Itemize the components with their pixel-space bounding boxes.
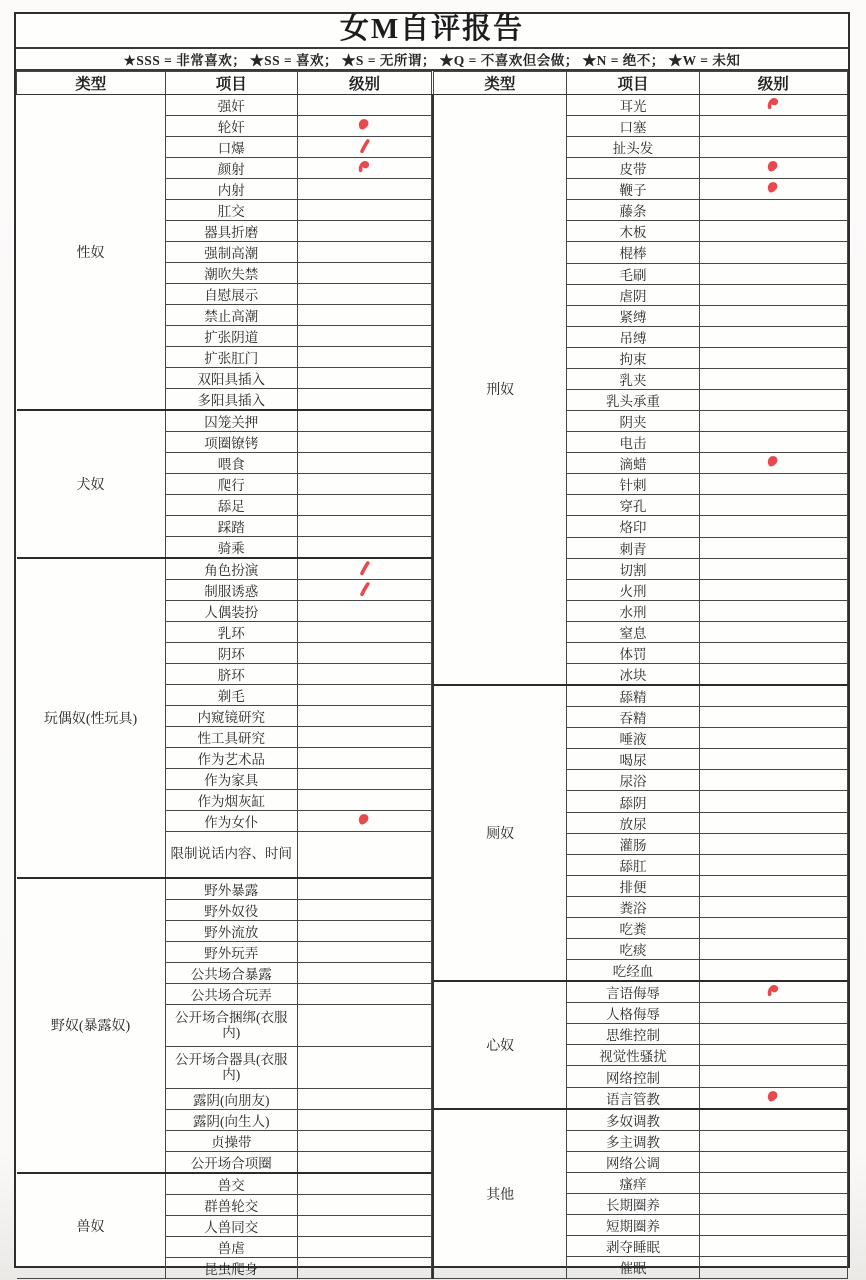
level-cell bbox=[699, 1215, 847, 1236]
level-cell bbox=[699, 728, 847, 749]
level-cell bbox=[297, 663, 431, 684]
item-cell: 踩踏 bbox=[165, 515, 297, 536]
item-cell: 作为烟灰缸 bbox=[165, 789, 297, 810]
level-cell bbox=[699, 411, 847, 432]
level-cell bbox=[297, 899, 431, 920]
category-cell: 野奴(暴露奴) bbox=[17, 878, 166, 1173]
level-cell bbox=[699, 960, 847, 982]
item-cell: 限制说话内容、时间 bbox=[165, 831, 297, 877]
item-cell: 多阳具插入 bbox=[165, 388, 297, 410]
level-cell bbox=[297, 346, 431, 367]
item-cell: 体罚 bbox=[567, 642, 699, 663]
item-cell: 舔精 bbox=[567, 685, 699, 707]
level-cell bbox=[699, 221, 847, 242]
header-row bbox=[17, 71, 432, 94]
item-cell: 骑乘 bbox=[165, 536, 297, 558]
col-header-item: 项目 bbox=[567, 71, 699, 94]
item-cell: 野外暴露 bbox=[165, 878, 297, 900]
level-cell bbox=[297, 983, 431, 1004]
red-scribble-mark bbox=[762, 179, 785, 200]
item-cell: 针刺 bbox=[567, 474, 699, 495]
item-cell: 昆虫爬身 bbox=[165, 1257, 297, 1278]
item-cell: 作为女仆 bbox=[165, 810, 297, 831]
level-cell bbox=[699, 1045, 847, 1066]
level-cell bbox=[699, 495, 847, 516]
item-cell: 舔足 bbox=[165, 494, 297, 515]
item-cell: 粪浴 bbox=[567, 896, 699, 917]
item-cell: 紧缚 bbox=[567, 305, 699, 326]
level-cell bbox=[297, 600, 431, 621]
level-cell bbox=[699, 1130, 847, 1151]
item-cell: 强奸 bbox=[165, 94, 297, 115]
item-cell: 吃粪 bbox=[567, 917, 699, 938]
item-cell: 颜射 bbox=[165, 157, 297, 178]
level-cell bbox=[297, 810, 431, 831]
level-cell bbox=[699, 812, 847, 833]
item-cell: 多奴调教 bbox=[567, 1109, 699, 1131]
item-cell: 刺青 bbox=[567, 537, 699, 558]
level-cell bbox=[297, 579, 431, 600]
level-cell bbox=[699, 917, 847, 938]
item-cell: 露阴(向朋友) bbox=[165, 1088, 297, 1109]
red-scribble-mark bbox=[762, 981, 784, 1002]
red-scribble-mark bbox=[353, 157, 375, 177]
level-cell bbox=[699, 749, 847, 770]
col-header-type: 类型 bbox=[17, 71, 166, 94]
item-cell: 烙印 bbox=[567, 516, 699, 537]
red-scribble-mark bbox=[353, 810, 376, 831]
level-cell bbox=[297, 920, 431, 941]
col-header-level: 级别 bbox=[297, 71, 431, 94]
item-cell: 口塞 bbox=[567, 115, 699, 136]
item-cell: 自慰展示 bbox=[165, 283, 297, 304]
red-scribble-mark bbox=[353, 115, 376, 136]
level-cell bbox=[297, 726, 431, 747]
level-cell bbox=[297, 747, 431, 768]
level-cell bbox=[699, 791, 847, 812]
item-cell: 人兽同交 bbox=[165, 1215, 297, 1236]
item-cell: 野外奴役 bbox=[165, 899, 297, 920]
item-cell: 拘束 bbox=[567, 347, 699, 368]
level-cell bbox=[699, 1109, 847, 1131]
category-cell: 其他 bbox=[433, 1109, 567, 1278]
item-cell: 器具折磨 bbox=[165, 220, 297, 241]
item-cell: 网络控制 bbox=[567, 1066, 699, 1087]
level-cell bbox=[699, 1087, 847, 1109]
level-cell bbox=[297, 621, 431, 642]
level-cell bbox=[297, 1109, 431, 1130]
level-cell bbox=[699, 1003, 847, 1024]
level-cell bbox=[297, 831, 431, 877]
item-cell: 藤条 bbox=[567, 200, 699, 221]
col-header-level: 级别 bbox=[699, 71, 847, 94]
table-row bbox=[433, 981, 848, 1003]
item-cell: 性工具研究 bbox=[165, 726, 297, 747]
level-cell bbox=[699, 833, 847, 854]
category-cell: 厕奴 bbox=[433, 685, 567, 981]
item-cell: 内窥镜研究 bbox=[165, 705, 297, 726]
level-cell bbox=[297, 178, 431, 199]
col-header-type: 类型 bbox=[433, 71, 567, 94]
item-cell: 灌肠 bbox=[567, 833, 699, 854]
item-cell: 放尿 bbox=[567, 812, 699, 833]
item-cell: 公共场合玩弄 bbox=[165, 983, 297, 1004]
level-cell bbox=[297, 768, 431, 789]
category-cell: 心奴 bbox=[433, 981, 567, 1108]
item-cell: 制服诱惑 bbox=[165, 579, 297, 600]
item-cell: 公开场合器具(衣服内) bbox=[165, 1046, 297, 1088]
item-cell: 轮奸 bbox=[165, 115, 297, 136]
table-row bbox=[433, 1109, 848, 1131]
item-cell: 鞭子 bbox=[567, 179, 699, 200]
level-cell bbox=[297, 473, 431, 494]
table-row bbox=[17, 558, 432, 580]
header-row bbox=[433, 71, 848, 94]
item-cell: 阴环 bbox=[165, 642, 297, 663]
level-cell bbox=[297, 558, 431, 580]
item-cell: 唾液 bbox=[567, 728, 699, 749]
item-cell: 人格侮辱 bbox=[567, 1003, 699, 1024]
red-scribble-mark bbox=[354, 558, 374, 578]
item-cell: 冰块 bbox=[567, 664, 699, 686]
level-cell bbox=[297, 705, 431, 726]
level-cell bbox=[699, 200, 847, 221]
table-row bbox=[17, 410, 432, 432]
level-cell bbox=[699, 1024, 847, 1045]
item-cell: 兽交 bbox=[165, 1173, 297, 1195]
item-cell: 露阴(向生人) bbox=[165, 1109, 297, 1130]
item-cell: 尿浴 bbox=[567, 770, 699, 791]
level-cell bbox=[699, 179, 847, 200]
item-cell: 作为家具 bbox=[165, 768, 297, 789]
item-cell: 强制高潮 bbox=[165, 241, 297, 262]
item-cell: 排便 bbox=[567, 875, 699, 896]
item-cell: 扯头发 bbox=[567, 137, 699, 158]
category-cell: 犬奴 bbox=[17, 410, 166, 558]
level-cell bbox=[699, 1151, 847, 1172]
item-cell: 双阳具插入 bbox=[165, 367, 297, 388]
level-cell bbox=[699, 326, 847, 347]
item-cell: 囚笼关押 bbox=[165, 410, 297, 432]
level-cell bbox=[297, 1236, 431, 1257]
item-cell: 吞精 bbox=[567, 707, 699, 728]
item-cell: 角色扮演 bbox=[165, 558, 297, 580]
level-cell bbox=[297, 642, 431, 663]
level-cell bbox=[699, 284, 847, 305]
item-cell: 瘙痒 bbox=[567, 1172, 699, 1193]
table-row bbox=[433, 685, 848, 707]
level-cell bbox=[699, 474, 847, 495]
item-cell: 野外流放 bbox=[165, 920, 297, 941]
red-scribble-mark bbox=[762, 94, 784, 114]
item-cell: 催眠 bbox=[567, 1257, 699, 1278]
level-cell bbox=[297, 262, 431, 283]
level-cell bbox=[297, 1151, 431, 1173]
level-cell bbox=[297, 1173, 431, 1195]
level-cell bbox=[699, 896, 847, 917]
level-cell bbox=[297, 367, 431, 388]
level-cell bbox=[297, 115, 431, 136]
level-cell bbox=[699, 875, 847, 896]
item-cell: 吊缚 bbox=[567, 326, 699, 347]
item-cell: 吃经血 bbox=[567, 960, 699, 982]
level-cell bbox=[699, 432, 847, 453]
red-scribble-mark bbox=[354, 136, 374, 155]
level-cell bbox=[297, 962, 431, 983]
level-cell bbox=[699, 263, 847, 284]
item-cell: 乳夹 bbox=[567, 368, 699, 389]
item-cell: 喝尿 bbox=[567, 749, 699, 770]
item-cell: 喂食 bbox=[165, 452, 297, 473]
item-cell: 耳光 bbox=[567, 94, 699, 115]
level-cell bbox=[699, 621, 847, 642]
level-cell bbox=[297, 878, 431, 900]
level-cell bbox=[297, 1194, 431, 1215]
item-cell: 脐环 bbox=[165, 663, 297, 684]
item-cell: 滴蜡 bbox=[567, 453, 699, 474]
level-cell bbox=[297, 684, 431, 705]
item-cell: 贞操带 bbox=[165, 1130, 297, 1151]
level-cell bbox=[699, 389, 847, 410]
level-cell bbox=[699, 368, 847, 389]
category-table-left bbox=[16, 71, 432, 1279]
level-cell bbox=[699, 1236, 847, 1257]
item-cell: 扩张阴道 bbox=[165, 325, 297, 346]
level-cell bbox=[699, 685, 847, 707]
level-cell bbox=[297, 410, 431, 432]
red-scribble-mark bbox=[762, 1087, 785, 1108]
item-cell: 内射 bbox=[165, 178, 297, 199]
level-cell bbox=[297, 1046, 431, 1088]
level-cell bbox=[297, 157, 431, 178]
item-cell: 网络公调 bbox=[567, 1151, 699, 1172]
item-cell: 公开场合捆绑(衣服内) bbox=[165, 1004, 297, 1046]
item-cell: 公共场合暴露 bbox=[165, 962, 297, 983]
table-row bbox=[433, 94, 848, 115]
level-cell bbox=[699, 94, 847, 115]
item-cell: 短期圈养 bbox=[567, 1215, 699, 1236]
table-row bbox=[17, 1173, 432, 1195]
level-cell bbox=[699, 516, 847, 537]
level-cell bbox=[699, 664, 847, 686]
level-cell bbox=[297, 789, 431, 810]
level-cell bbox=[297, 304, 431, 325]
level-cell bbox=[297, 536, 431, 558]
item-cell: 穿孔 bbox=[567, 495, 699, 516]
level-cell bbox=[699, 939, 847, 960]
item-cell: 视觉性骚扰 bbox=[567, 1045, 699, 1066]
item-cell: 水刑 bbox=[567, 600, 699, 621]
item-cell: 火刑 bbox=[567, 579, 699, 600]
item-cell: 切割 bbox=[567, 558, 699, 579]
level-cell bbox=[699, 1066, 847, 1087]
item-cell: 人偶装扮 bbox=[165, 600, 297, 621]
level-cell bbox=[699, 981, 847, 1003]
level-cell bbox=[297, 94, 431, 115]
category-cell: 刑奴 bbox=[433, 94, 567, 685]
level-cell bbox=[699, 115, 847, 136]
category-cell: 性奴 bbox=[17, 94, 166, 410]
level-cell bbox=[699, 137, 847, 158]
level-cell bbox=[297, 452, 431, 473]
tables-row bbox=[16, 71, 848, 1279]
level-cell bbox=[297, 220, 431, 241]
red-scribble-mark bbox=[762, 158, 785, 179]
level-cell bbox=[297, 431, 431, 452]
item-cell: 作为艺术品 bbox=[165, 747, 297, 768]
level-cell bbox=[297, 1004, 431, 1046]
level-cell bbox=[699, 642, 847, 663]
item-cell: 阴夹 bbox=[567, 411, 699, 432]
item-cell: 项圈镣铐 bbox=[165, 431, 297, 452]
level-cell bbox=[297, 199, 431, 220]
table-row bbox=[17, 94, 432, 115]
table-row bbox=[17, 878, 432, 900]
item-cell: 皮带 bbox=[567, 158, 699, 179]
level-cell bbox=[699, 158, 847, 179]
level-cell bbox=[699, 1172, 847, 1193]
item-cell: 虐阴 bbox=[567, 284, 699, 305]
red-scribble-mark bbox=[354, 579, 374, 598]
level-cell bbox=[699, 1193, 847, 1214]
category-table-right bbox=[432, 71, 848, 1279]
category-cell: 兽奴 bbox=[17, 1173, 166, 1279]
item-cell: 野外玩弄 bbox=[165, 941, 297, 962]
item-cell: 禁止高潮 bbox=[165, 304, 297, 325]
item-cell: 剃毛 bbox=[165, 684, 297, 705]
item-cell: 言语侮辱 bbox=[567, 981, 699, 1003]
level-cell bbox=[297, 136, 431, 157]
item-cell: 乳环 bbox=[165, 621, 297, 642]
col-header-item: 项目 bbox=[165, 71, 297, 94]
level-cell bbox=[297, 494, 431, 515]
item-cell: 潮吹失禁 bbox=[165, 262, 297, 283]
category-cell: 玩偶奴(性玩具) bbox=[17, 558, 166, 878]
rating-legend: ★SSS = 非常喜欢； ★SS = 喜欢； ★S = 无所谓； ★Q = 不喜欢但会做； ★N = 绝不； ★W = 未知 bbox=[16, 47, 848, 71]
item-cell: 乳头承重 bbox=[567, 389, 699, 410]
item-cell: 电击 bbox=[567, 432, 699, 453]
level-cell bbox=[297, 241, 431, 262]
item-cell: 吃痰 bbox=[567, 939, 699, 960]
item-cell: 兽虐 bbox=[165, 1236, 297, 1257]
item-cell: 毛刷 bbox=[567, 263, 699, 284]
level-cell bbox=[699, 707, 847, 728]
level-cell bbox=[699, 305, 847, 326]
item-cell: 木板 bbox=[567, 221, 699, 242]
red-scribble-mark bbox=[762, 453, 785, 474]
level-cell bbox=[297, 388, 431, 410]
level-cell bbox=[297, 1215, 431, 1236]
level-cell bbox=[699, 1257, 847, 1278]
item-cell: 肛交 bbox=[165, 199, 297, 220]
item-cell: 扩张肛门 bbox=[165, 346, 297, 367]
level-cell bbox=[699, 854, 847, 875]
level-cell bbox=[297, 941, 431, 962]
level-cell bbox=[699, 242, 847, 263]
item-cell: 舔肛 bbox=[567, 854, 699, 875]
level-cell bbox=[699, 579, 847, 600]
item-cell: 剥夺睡眠 bbox=[567, 1236, 699, 1257]
level-cell bbox=[699, 558, 847, 579]
level-cell bbox=[297, 1088, 431, 1109]
level-cell bbox=[297, 1130, 431, 1151]
level-cell bbox=[297, 325, 431, 346]
level-cell bbox=[699, 453, 847, 474]
level-cell bbox=[699, 600, 847, 621]
item-cell: 爬行 bbox=[165, 473, 297, 494]
item-cell: 思维控制 bbox=[567, 1024, 699, 1045]
scanned-report-sheet bbox=[14, 12, 850, 1277]
item-cell: 群兽轮交 bbox=[165, 1194, 297, 1215]
report-title: 女M自评报告 bbox=[339, 13, 525, 45]
level-cell bbox=[699, 537, 847, 558]
item-cell: 长期圈养 bbox=[567, 1193, 699, 1214]
level-cell bbox=[297, 515, 431, 536]
item-cell: 多主调教 bbox=[567, 1130, 699, 1151]
item-cell: 窒息 bbox=[567, 621, 699, 642]
level-cell bbox=[297, 283, 431, 304]
level-cell bbox=[699, 770, 847, 791]
item-cell: 口爆 bbox=[165, 136, 297, 157]
item-cell: 公开场合项圈 bbox=[165, 1151, 297, 1173]
item-cell: 语言管教 bbox=[567, 1087, 699, 1109]
level-cell bbox=[699, 347, 847, 368]
item-cell: 舔阴 bbox=[567, 791, 699, 812]
level-cell bbox=[297, 1257, 431, 1278]
item-cell: 棍棒 bbox=[567, 242, 699, 263]
